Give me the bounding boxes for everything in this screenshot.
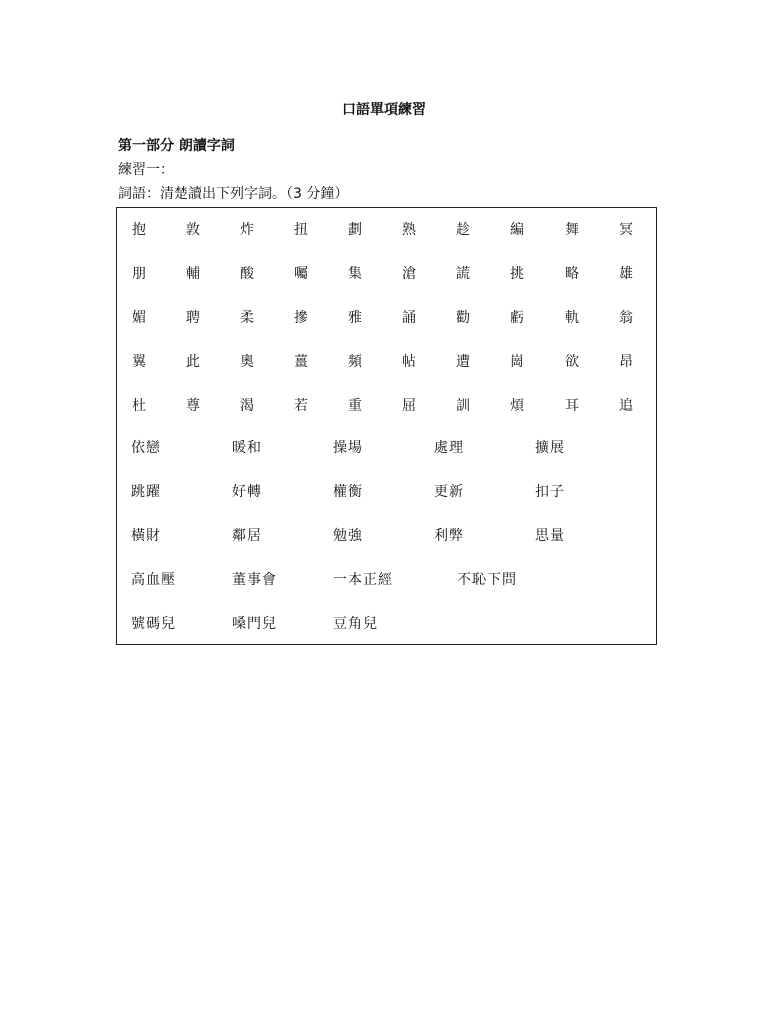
exercise-label: 練習一： — [118, 162, 174, 178]
character: 聘 — [186, 310, 200, 326]
word: 高血壓 — [131, 572, 176, 588]
word: 更新 — [434, 484, 464, 500]
character: 酸 — [240, 266, 254, 282]
word: 暖和 — [232, 440, 262, 456]
character: 劃 — [348, 222, 362, 238]
character: 虧 — [510, 310, 524, 326]
word: 利弊 — [434, 528, 464, 544]
word-list-box — [116, 207, 657, 645]
character: 翼 — [132, 354, 146, 370]
character: 柔 — [240, 310, 254, 326]
word: 橫財 — [131, 528, 161, 544]
word: 好轉 — [232, 484, 262, 500]
character: 摻 — [294, 310, 308, 326]
character: 冥 — [619, 222, 633, 238]
word-row — [117, 570, 656, 590]
character: 朋 — [132, 266, 146, 282]
character: 謊 — [456, 266, 470, 282]
character: 滄 — [402, 266, 416, 282]
word: 一本正經 — [333, 572, 393, 588]
character: 若 — [294, 398, 308, 414]
character: 昂 — [619, 354, 633, 370]
character: 欲 — [565, 354, 579, 370]
character-row — [117, 264, 656, 284]
word: 跳躍 — [131, 484, 161, 500]
word-row — [117, 526, 656, 546]
character: 略 — [565, 266, 579, 282]
character-row — [117, 396, 656, 416]
character: 媚 — [132, 310, 146, 326]
page-title: 口語單項練習 — [342, 102, 426, 118]
word: 操場 — [333, 440, 363, 456]
character: 渴 — [240, 398, 254, 414]
character: 集 — [348, 266, 362, 282]
character: 尊 — [186, 398, 200, 414]
character: 輔 — [186, 266, 200, 282]
character: 熟 — [402, 222, 416, 238]
character: 抱 — [132, 222, 146, 238]
character: 此 — [186, 354, 200, 370]
character: 雅 — [348, 310, 362, 326]
word: 思量 — [535, 528, 565, 544]
word: 勉強 — [333, 528, 363, 544]
word-row — [117, 438, 656, 458]
character: 耳 — [565, 398, 579, 414]
word-row — [117, 482, 656, 502]
character: 煩 — [510, 398, 524, 414]
character-row — [117, 308, 656, 328]
word: 不恥下問 — [457, 572, 517, 588]
word: 號碼兒 — [131, 616, 176, 632]
character: 誦 — [402, 310, 416, 326]
character: 屈 — [402, 398, 416, 414]
word: 擴展 — [535, 440, 565, 456]
character: 扭 — [294, 222, 308, 238]
character: 薑 — [294, 354, 308, 370]
character: 帖 — [402, 354, 416, 370]
word-row — [117, 614, 656, 634]
character: 舞 — [565, 222, 579, 238]
instruction-text: 詞語：清楚讀出下列字詞。（3 分鐘） — [118, 186, 349, 202]
character: 崗 — [510, 354, 524, 370]
character: 趁 — [456, 222, 470, 238]
word: 權衡 — [333, 484, 363, 500]
character: 敦 — [186, 222, 200, 238]
word: 董事會 — [232, 572, 277, 588]
character: 編 — [510, 222, 524, 238]
character: 奧 — [240, 354, 254, 370]
character: 頻 — [348, 354, 362, 370]
character: 翁 — [619, 310, 633, 326]
word: 嗓門兒 — [232, 616, 277, 632]
character: 雄 — [619, 266, 633, 282]
character: 勸 — [456, 310, 470, 326]
character: 重 — [348, 398, 362, 414]
character: 遭 — [456, 354, 470, 370]
word: 依戀 — [131, 440, 161, 456]
word: 鄰居 — [232, 528, 262, 544]
word: 扣子 — [535, 484, 565, 500]
section-heading: 第一部分 朗讀字詞 — [118, 138, 235, 154]
character: 炸 — [240, 222, 254, 238]
character: 追 — [619, 398, 633, 414]
character: 杜 — [132, 398, 146, 414]
word: 處理 — [434, 440, 464, 456]
character: 挑 — [510, 266, 524, 282]
character: 軌 — [565, 310, 579, 326]
character: 訓 — [456, 398, 470, 414]
word: 豆角兒 — [333, 616, 378, 632]
character-row — [117, 220, 656, 240]
character: 囑 — [294, 266, 308, 282]
character-row — [117, 352, 656, 372]
